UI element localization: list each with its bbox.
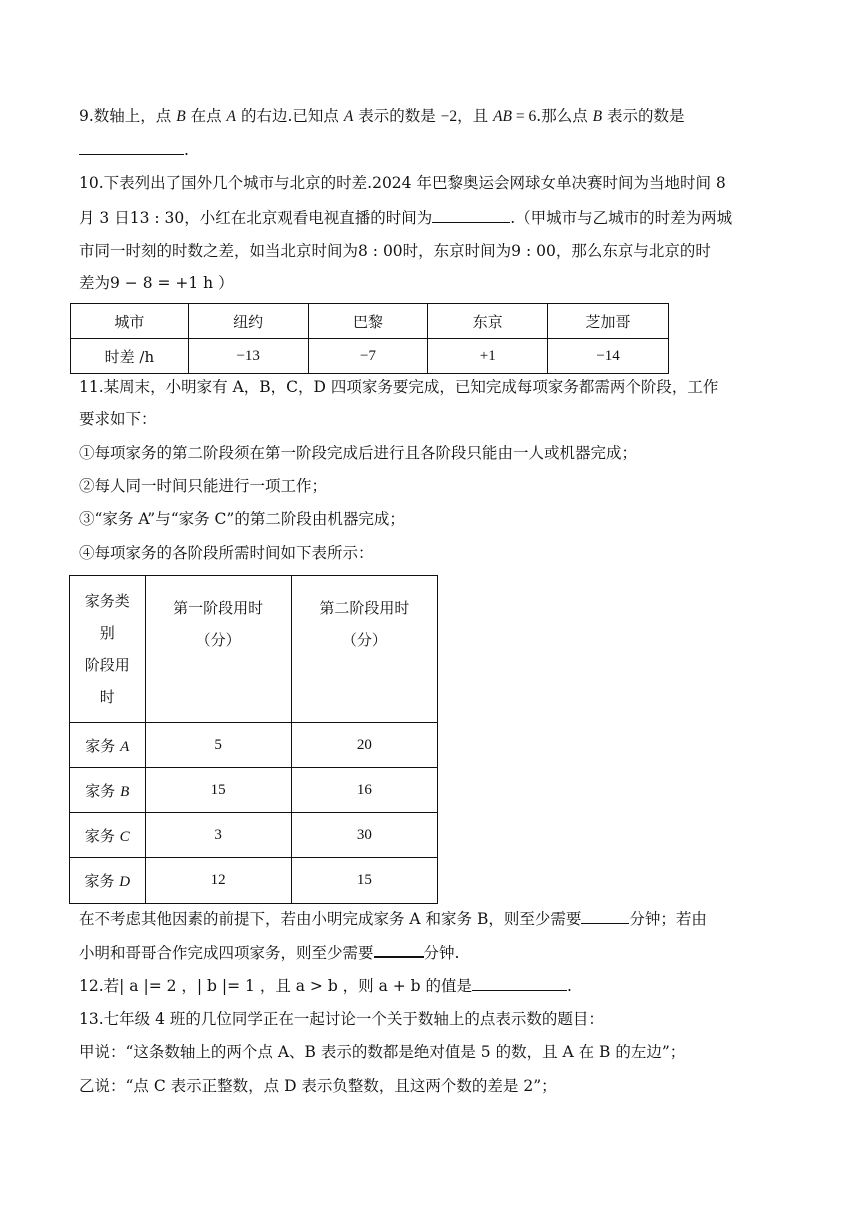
table-header-cell: 第一阶段用时 （分） xyxy=(145,576,291,723)
table-cell: 家务 B xyxy=(70,768,146,813)
table-cell: +1 xyxy=(428,339,548,374)
table-row xyxy=(70,813,438,858)
q11-answer-blank-1[interactable] xyxy=(581,907,629,924)
table-cell: 家务 D xyxy=(70,858,146,904)
q10-line2: 月 3 日13 : 30，小红在北京观看电视直播的时间为 .（甲城市与乙城市的时差为两城 xyxy=(79,206,732,229)
table-cell: 时差 /h xyxy=(71,339,189,374)
q11-requirement-3: ③“家务 A”与“家务 C”的第二阶段由机器完成； xyxy=(79,510,405,528)
q13-line3: 乙说：“点 C 表示正整数，点 D 表示负整数，且这两个数的差是 2”； xyxy=(79,1077,557,1095)
table-cell: 5 xyxy=(145,723,291,768)
q11-after-line2: 小明和哥哥合作完成四项家务，则至少需要 分钟. xyxy=(79,940,459,964)
table-cell: 30 xyxy=(291,813,437,858)
table-cell: 16 xyxy=(291,768,437,813)
q11-requirement-1: ①每项家务的第二阶段须在第一阶段完成后进行且各阶段只能由一人或机器完成； xyxy=(79,444,638,462)
q11-line2: 要求如下： xyxy=(79,410,157,428)
q9-line2: . xyxy=(79,138,189,161)
table-cell: −7 xyxy=(308,339,428,374)
q13-line1: 13.七年级 4 班的几位同学正在一起讨论一个关于数轴上的点表示数的题目： xyxy=(79,1010,604,1028)
table-cell: 12 xyxy=(145,858,291,904)
time-difference-table xyxy=(70,303,669,374)
q11-after-line1: 在不考虑其他因素的前提下，若由小明完成家务 A 和家务 B，则至少需要 分钟；若由 xyxy=(79,907,707,930)
table-cell: 家务 C xyxy=(70,813,146,858)
table-cell: 东京 xyxy=(428,304,548,339)
table-cell: 20 xyxy=(291,723,437,768)
table-row xyxy=(71,339,669,374)
q11-requirement-2: ②每人同一时间只能进行一项工作； xyxy=(79,477,328,495)
table-row xyxy=(70,723,438,768)
table-cell: 家务 A xyxy=(70,723,146,768)
table-cell: −14 xyxy=(548,339,669,374)
q9-line1: 9.数轴上，点 B 在点 A 的右边.已知点 A 表示的数是 −2，且 AB = 6.那么点 B 表示的数是 xyxy=(79,107,685,125)
chore-time-table xyxy=(69,575,438,904)
table-cell: 纽约 xyxy=(188,304,308,339)
table-cell: 芝加哥 xyxy=(548,304,669,339)
table-row xyxy=(70,768,438,813)
table-cell: 3 xyxy=(145,813,291,858)
q13-line2: 甲说：“这条数轴上的两个点 A、B 表示的数都是绝对值是 5 的数，且 A 在 B 的左边”； xyxy=(79,1043,686,1061)
table-row xyxy=(70,858,438,904)
q11-requirement-4: ④每项家务的各阶段所需时间如下表所示： xyxy=(79,544,374,562)
q9-answer-blank[interactable] xyxy=(79,138,184,155)
q12-line: 12.若| a |= 2 ，| b |= 1 ，且 a > b ，则 a + b 的值是 . xyxy=(79,974,572,997)
q10-answer-blank[interactable] xyxy=(432,206,510,223)
table-header-row xyxy=(70,576,438,723)
q10-line3: 市同一时刻的时数之差，如当北京时间为8 : 00时，东京时间为9 : 00，那么东京与北京的时 xyxy=(79,242,711,260)
q10-line1: 10.下表列出了国外几个城市与北京的时差.2024 年巴黎奥运会网球女单决赛时间为当地时间 8 xyxy=(79,174,726,192)
table-corner-cell: 家务类 别 阶段用 时 xyxy=(70,576,146,723)
table-cell: −13 xyxy=(188,339,308,374)
table-header-row xyxy=(71,304,669,339)
q11-answer-blank-2[interactable] xyxy=(374,940,424,958)
table-cell: 城市 xyxy=(71,304,189,339)
q12-answer-blank[interactable] xyxy=(472,974,567,991)
table-cell: 15 xyxy=(145,768,291,813)
q11-line1: 11.某周末，小明家有 A，B，C，D 四项家务要完成，已知完成每项家务都需两个阶段，工作 xyxy=(79,378,719,396)
table-cell: 巴黎 xyxy=(308,304,428,339)
table-header-cell: 第二阶段用时 （分） xyxy=(291,576,437,723)
table-cell: 15 xyxy=(291,858,437,904)
q10-line4: 差为9 − 8 = +1 h ） xyxy=(79,274,234,292)
